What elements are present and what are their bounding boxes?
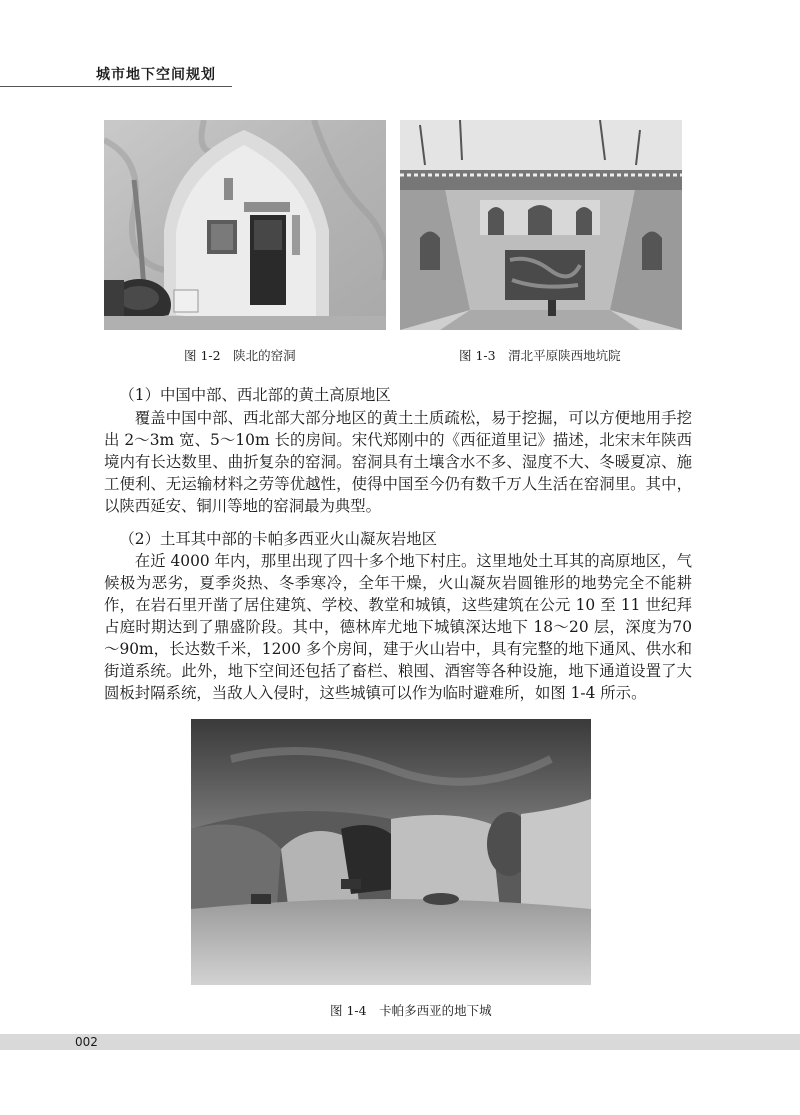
figure-1-3-photo — [400, 120, 682, 330]
figure-1-2-photo — [104, 120, 386, 330]
figure-1-3-caption: 图 1-3 渭北平原陕西地坑院 — [459, 348, 621, 363]
figure-1-4-caption: 图 1-4 卡帕多西亚的地下城 — [330, 1003, 492, 1018]
paragraph-cappadocia: 在近 4000 年内，那里出现了四十多个地下村庄。这里地处土耳其的高原地区，气候极为恶劣，夏季炎热、冬季寒冷，全年干燥，火山凝灰岩圆锥形的地势完全不能耕作，在岩石里开凿了居住建筑、学校、教堂和城镇，这些建筑在公元 10 至 11 世纪拜占庭时期达到了鼎盛阶段。其中，德林库尤地下城镇深达地下 18～20 层，深度为70～90m，长达数千米，1200 多个房间，建于火山岩中，具有完整的地下通风、供水和街道系统。此外，地下空间还包括了畜栏、粮囤、酒窖等各种设施，地下通道设置了大圆板封隔系统，当敌人入侵时，这些城镇可以作为临时避难所，如图 1-4 所示。 — [104, 552, 692, 702]
figure-1-4-photo — [191, 719, 591, 985]
page-number: 002 — [75, 1035, 98, 1049]
section-heading-cappadocia: （2）土耳其中部的卡帕多西亚火山凝灰岩地区 — [119, 530, 437, 548]
header-rule — [0, 86, 232, 87]
paragraph-loess-plateau: 覆盖中国中部、西北部大部分地区的黄土土质疏松，易于挖掘，可以方便地用手挖出 2～3m 宽、5～10m 长的房间。宋代郑刚中的《西征道里记》描述，北宋末年陕西境内有长达数里、曲折复杂的窑洞。窑洞具有土壤含水不多、湿度不大、冬暖夏凉、施工便利、无运输材料之劳等优越性，使得中国至今仍有数千万人生活在窑洞里。其中，以陕西延安、铜川等地的窑洞最为典型。 — [104, 409, 692, 515]
section-heading-loess-plateau: （1）中国中部、西北部的黄土高原地区 — [119, 386, 391, 404]
figure-1-2-caption: 图 1-2 陕北的窑洞 — [184, 348, 296, 363]
footer-band — [0, 1034, 800, 1050]
running-header-title: 城市地下空间规划 — [96, 67, 216, 83]
